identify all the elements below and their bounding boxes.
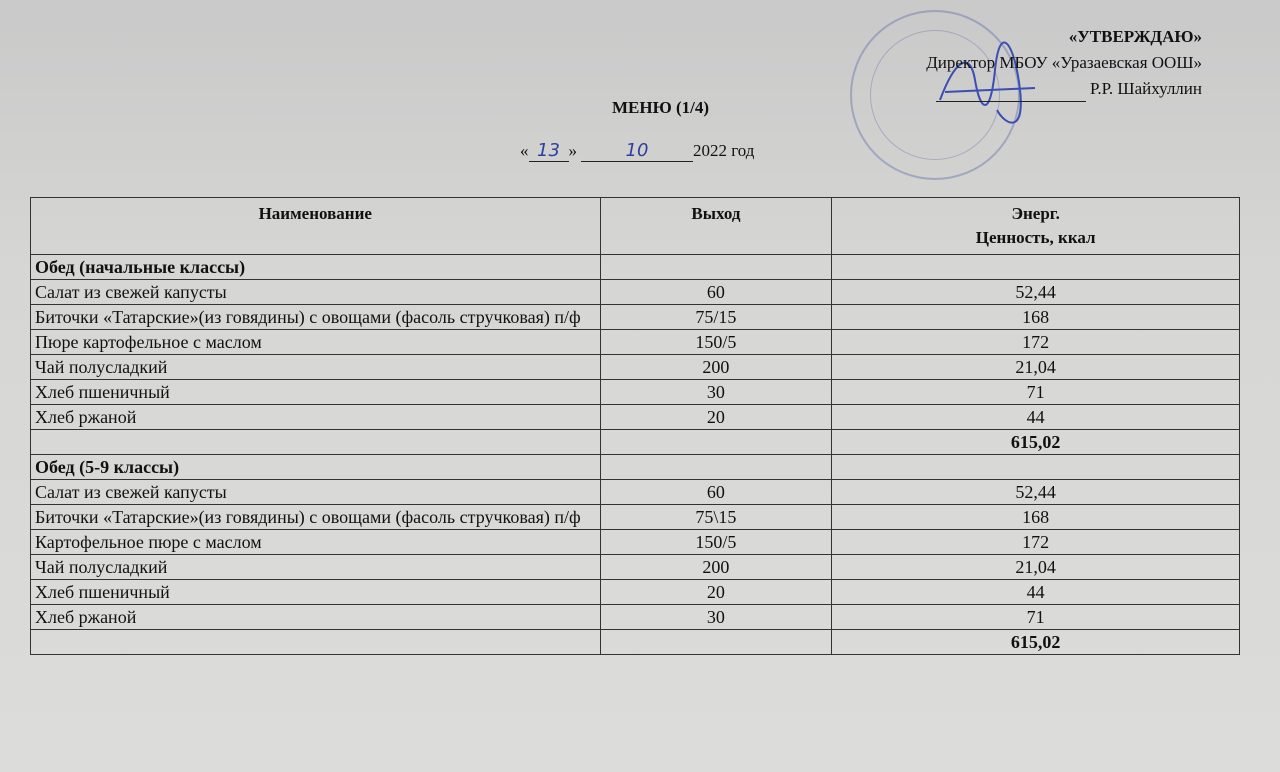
signatory-name: Р.Р. Шайхуллин bbox=[1090, 79, 1202, 98]
date-day: 13 bbox=[537, 140, 560, 161]
total-energy: 615,02 bbox=[832, 430, 1240, 455]
dish-name: Чай полусладкий bbox=[31, 555, 601, 580]
page-title: МЕНЮ (1/4) bbox=[612, 98, 710, 117]
director-line: Директор МБОУ «Уразаевская ООШ» bbox=[926, 53, 1202, 72]
table-row bbox=[31, 580, 1240, 605]
dish-energy: 44 bbox=[832, 405, 1240, 430]
dish-name: Биточки «Татарские»(из говядины) с овощами (фасоль стручковая) п/ф bbox=[31, 505, 601, 530]
table-row bbox=[31, 530, 1240, 555]
dish-energy: 71 bbox=[832, 380, 1240, 405]
dish-energy: 44 bbox=[832, 580, 1240, 605]
dish-energy: 168 bbox=[832, 305, 1240, 330]
dish-name: Хлеб пшеничный bbox=[31, 380, 601, 405]
dish-output: 60 bbox=[600, 280, 832, 305]
table-row bbox=[31, 605, 1240, 630]
dish-name: Хлеб пшеничный bbox=[31, 580, 601, 605]
dish-energy: 21,04 bbox=[832, 355, 1240, 380]
dish-energy: 52,44 bbox=[832, 480, 1240, 505]
dish-name: Салат из свежей капусты bbox=[31, 280, 601, 305]
dish-output: 30 bbox=[600, 380, 832, 405]
table-row bbox=[31, 430, 1240, 455]
signature-line bbox=[936, 83, 1086, 102]
dish-energy: 172 bbox=[832, 330, 1240, 355]
header-output: Выход bbox=[600, 198, 832, 255]
table-row bbox=[31, 455, 1240, 480]
dish-output: 60 bbox=[600, 480, 832, 505]
dish-name: Хлеб ржаной bbox=[31, 605, 601, 630]
dish-output: 75/15 bbox=[600, 305, 832, 330]
dish-output bbox=[600, 430, 832, 455]
dish-name: Салат из свежей капусты bbox=[31, 480, 601, 505]
dish-energy: 52,44 bbox=[832, 280, 1240, 305]
dish-name: Пюре картофельное с маслом bbox=[31, 330, 601, 355]
table-body bbox=[31, 255, 1240, 655]
menu-date bbox=[520, 140, 754, 162]
date-close-quote: » bbox=[568, 141, 577, 160]
header-name: Наименование bbox=[31, 198, 601, 255]
table-row bbox=[31, 405, 1240, 430]
table-row bbox=[31, 355, 1240, 380]
dish-output: 200 bbox=[600, 355, 832, 380]
menu-table bbox=[30, 197, 1240, 655]
dish-output: 20 bbox=[600, 405, 832, 430]
dish-energy bbox=[832, 455, 1240, 480]
section-title: Обед (начальные классы) bbox=[31, 255, 601, 280]
table-row bbox=[31, 305, 1240, 330]
dish-output: 75\15 bbox=[600, 505, 832, 530]
dish-name: Чай полусладкий bbox=[31, 355, 601, 380]
date-open-quote: « bbox=[520, 141, 529, 160]
dish-output bbox=[600, 255, 832, 280]
dish-output: 30 bbox=[600, 605, 832, 630]
dish-output bbox=[600, 455, 832, 480]
dish-output: 150/5 bbox=[600, 530, 832, 555]
dish-name bbox=[31, 630, 601, 655]
dish-output: 20 bbox=[600, 580, 832, 605]
dish-energy bbox=[832, 255, 1240, 280]
dish-name bbox=[31, 430, 601, 455]
date-year: 2022 год bbox=[693, 141, 755, 160]
table-row bbox=[31, 280, 1240, 305]
dish-energy: 172 bbox=[832, 530, 1240, 555]
table-row bbox=[31, 555, 1240, 580]
table-row bbox=[31, 255, 1240, 280]
dish-output: 200 bbox=[600, 555, 832, 580]
date-month: 10 bbox=[625, 140, 649, 161]
total-energy: 615,02 bbox=[832, 630, 1240, 655]
dish-output bbox=[600, 630, 832, 655]
dish-name: Хлеб ржаной bbox=[31, 405, 601, 430]
table-row bbox=[31, 505, 1240, 530]
approval-block bbox=[926, 24, 1202, 102]
dish-energy: 168 bbox=[832, 505, 1240, 530]
section-title: Обед (5-9 классы) bbox=[31, 455, 601, 480]
header-energy bbox=[832, 198, 1240, 255]
table-row bbox=[31, 480, 1240, 505]
table-row bbox=[31, 330, 1240, 355]
header-energy-line2: Ценность, ккал bbox=[975, 228, 1096, 247]
dish-name: Биточки «Татарские»(из говядины) с овощами (фасоль стручковая) п/ф bbox=[31, 305, 601, 330]
dish-energy: 71 bbox=[832, 605, 1240, 630]
table-row bbox=[31, 380, 1240, 405]
approve-heading: «УТВЕРЖДАЮ» bbox=[1068, 27, 1202, 46]
table-row bbox=[31, 630, 1240, 655]
dish-energy: 21,04 bbox=[832, 555, 1240, 580]
table-header-row bbox=[31, 198, 1240, 255]
dish-output: 150/5 bbox=[600, 330, 832, 355]
header-energy-line1: Энерг. bbox=[1011, 204, 1060, 223]
dish-name: Картофельное пюре с маслом bbox=[31, 530, 601, 555]
